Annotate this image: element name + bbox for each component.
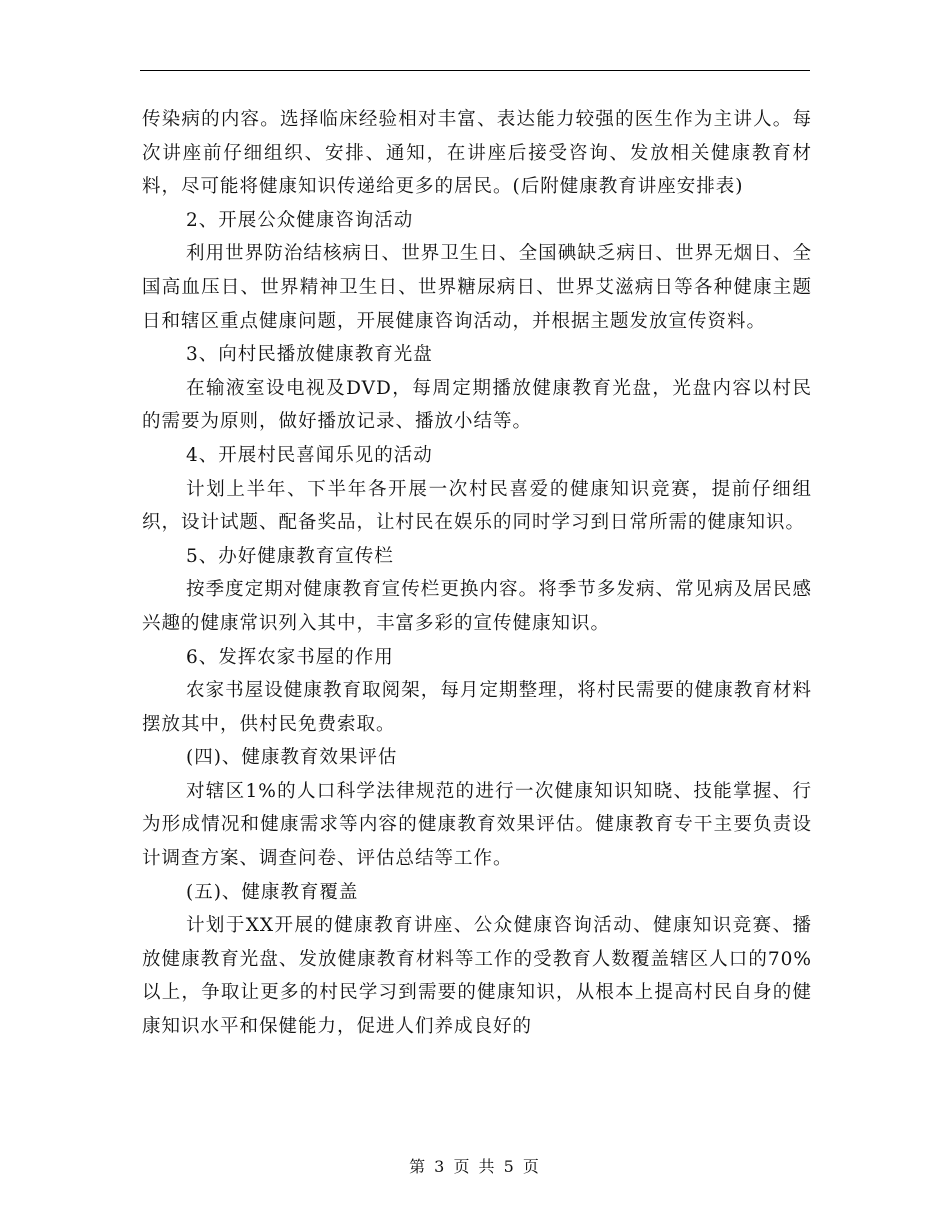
paragraph-bulletin-board: 按季度定期对健康教育宣传栏更换内容。将季节多发病、常见病及居民感兴趣的健康常识列入其中，丰富多彩的宣传健康知识。 (142, 579, 812, 634)
paragraph-farm-library: 农家书屋设健康教育取阅架，每月定期整理，将村民需要的健康教育材料摆放其中，供村民免费索取。 (142, 680, 812, 735)
paragraph-coverage: 计划于XX开展的健康教育讲座、公众健康咨询活动、健康知识竞赛、播放健康教育光盘、发放健康教育材料等工作的受教育人数覆盖辖区人口的70%以上，争取让更多的村民学习到需要的健康知识，从根本上提高村民自身的健康知识水平和保健能力，促进人们养成良好的 (142, 915, 812, 1038)
paragraph-play-disc: 在输液室设电视及DVD，每周定期播放健康教育光盘，光盘内容以村民的需要为原则，做好播放记录、播放小结等。 (142, 377, 812, 433)
heading-effect-evaluation: (四)、健康教育效果评估 (186, 747, 398, 769)
paragraph-public-consultation: 利用世界防治结核病日、世界卫生日、全国碘缺乏病日、世界无烟日、全国高血压日、世界精神卫生日、世界糖尿病日、世界艾滋病日等各种健康主题日和辖区重点健康问题，开展健康咨询活动，并根据主题发放宣传资料。 (142, 243, 812, 332)
heading-bulletin-board: 5、办好健康教育宣传栏 (186, 545, 394, 567)
heading-play-disc: 3、向村民播放健康教育光盘 (186, 344, 433, 366)
paragraph-continuation: 传染病的内容。选择临床经验相对丰富、表达能力较强的医生作为主讲人。每次讲座前仔细组织、安排、通知，在讲座后接受咨询、发放相关健康教育材料，尽可能将健康知识传递给更多的居民。(后附健康教育讲座安排表) (142, 109, 812, 198)
paragraph-effect-evaluation: 对辖区1%的人口科学法律规范的进行一次健康知识知晓、技能掌握、行为形成情况和健康需求等内容的健康教育效果评估。健康教育专干主要负责设计调查方案、调查问卷、评估总结等工作。 (142, 780, 812, 870)
heading-farm-library: 6、发挥农家书屋的作用 (186, 646, 394, 668)
heading-villager-activities: 4、开展村民喜闻乐见的活动 (186, 444, 433, 466)
page-number-footer: 第 3 页 共 5 页 (409, 1157, 541, 1176)
heading-public-consultation: 2、开展公众健康咨询活动 (186, 209, 414, 231)
heading-coverage: (五)、健康教育覆盖 (186, 881, 359, 903)
header-rule (140, 70, 810, 71)
paragraph-villager-activities: 计划上半年、下半年各开展一次村民喜爱的健康知识竞赛，提前仔细组织，设计试题、配备奖品，让村民在娱乐的同时学习到日常所需的健康知识。 (142, 478, 812, 534)
document-body (142, 103, 812, 1044)
